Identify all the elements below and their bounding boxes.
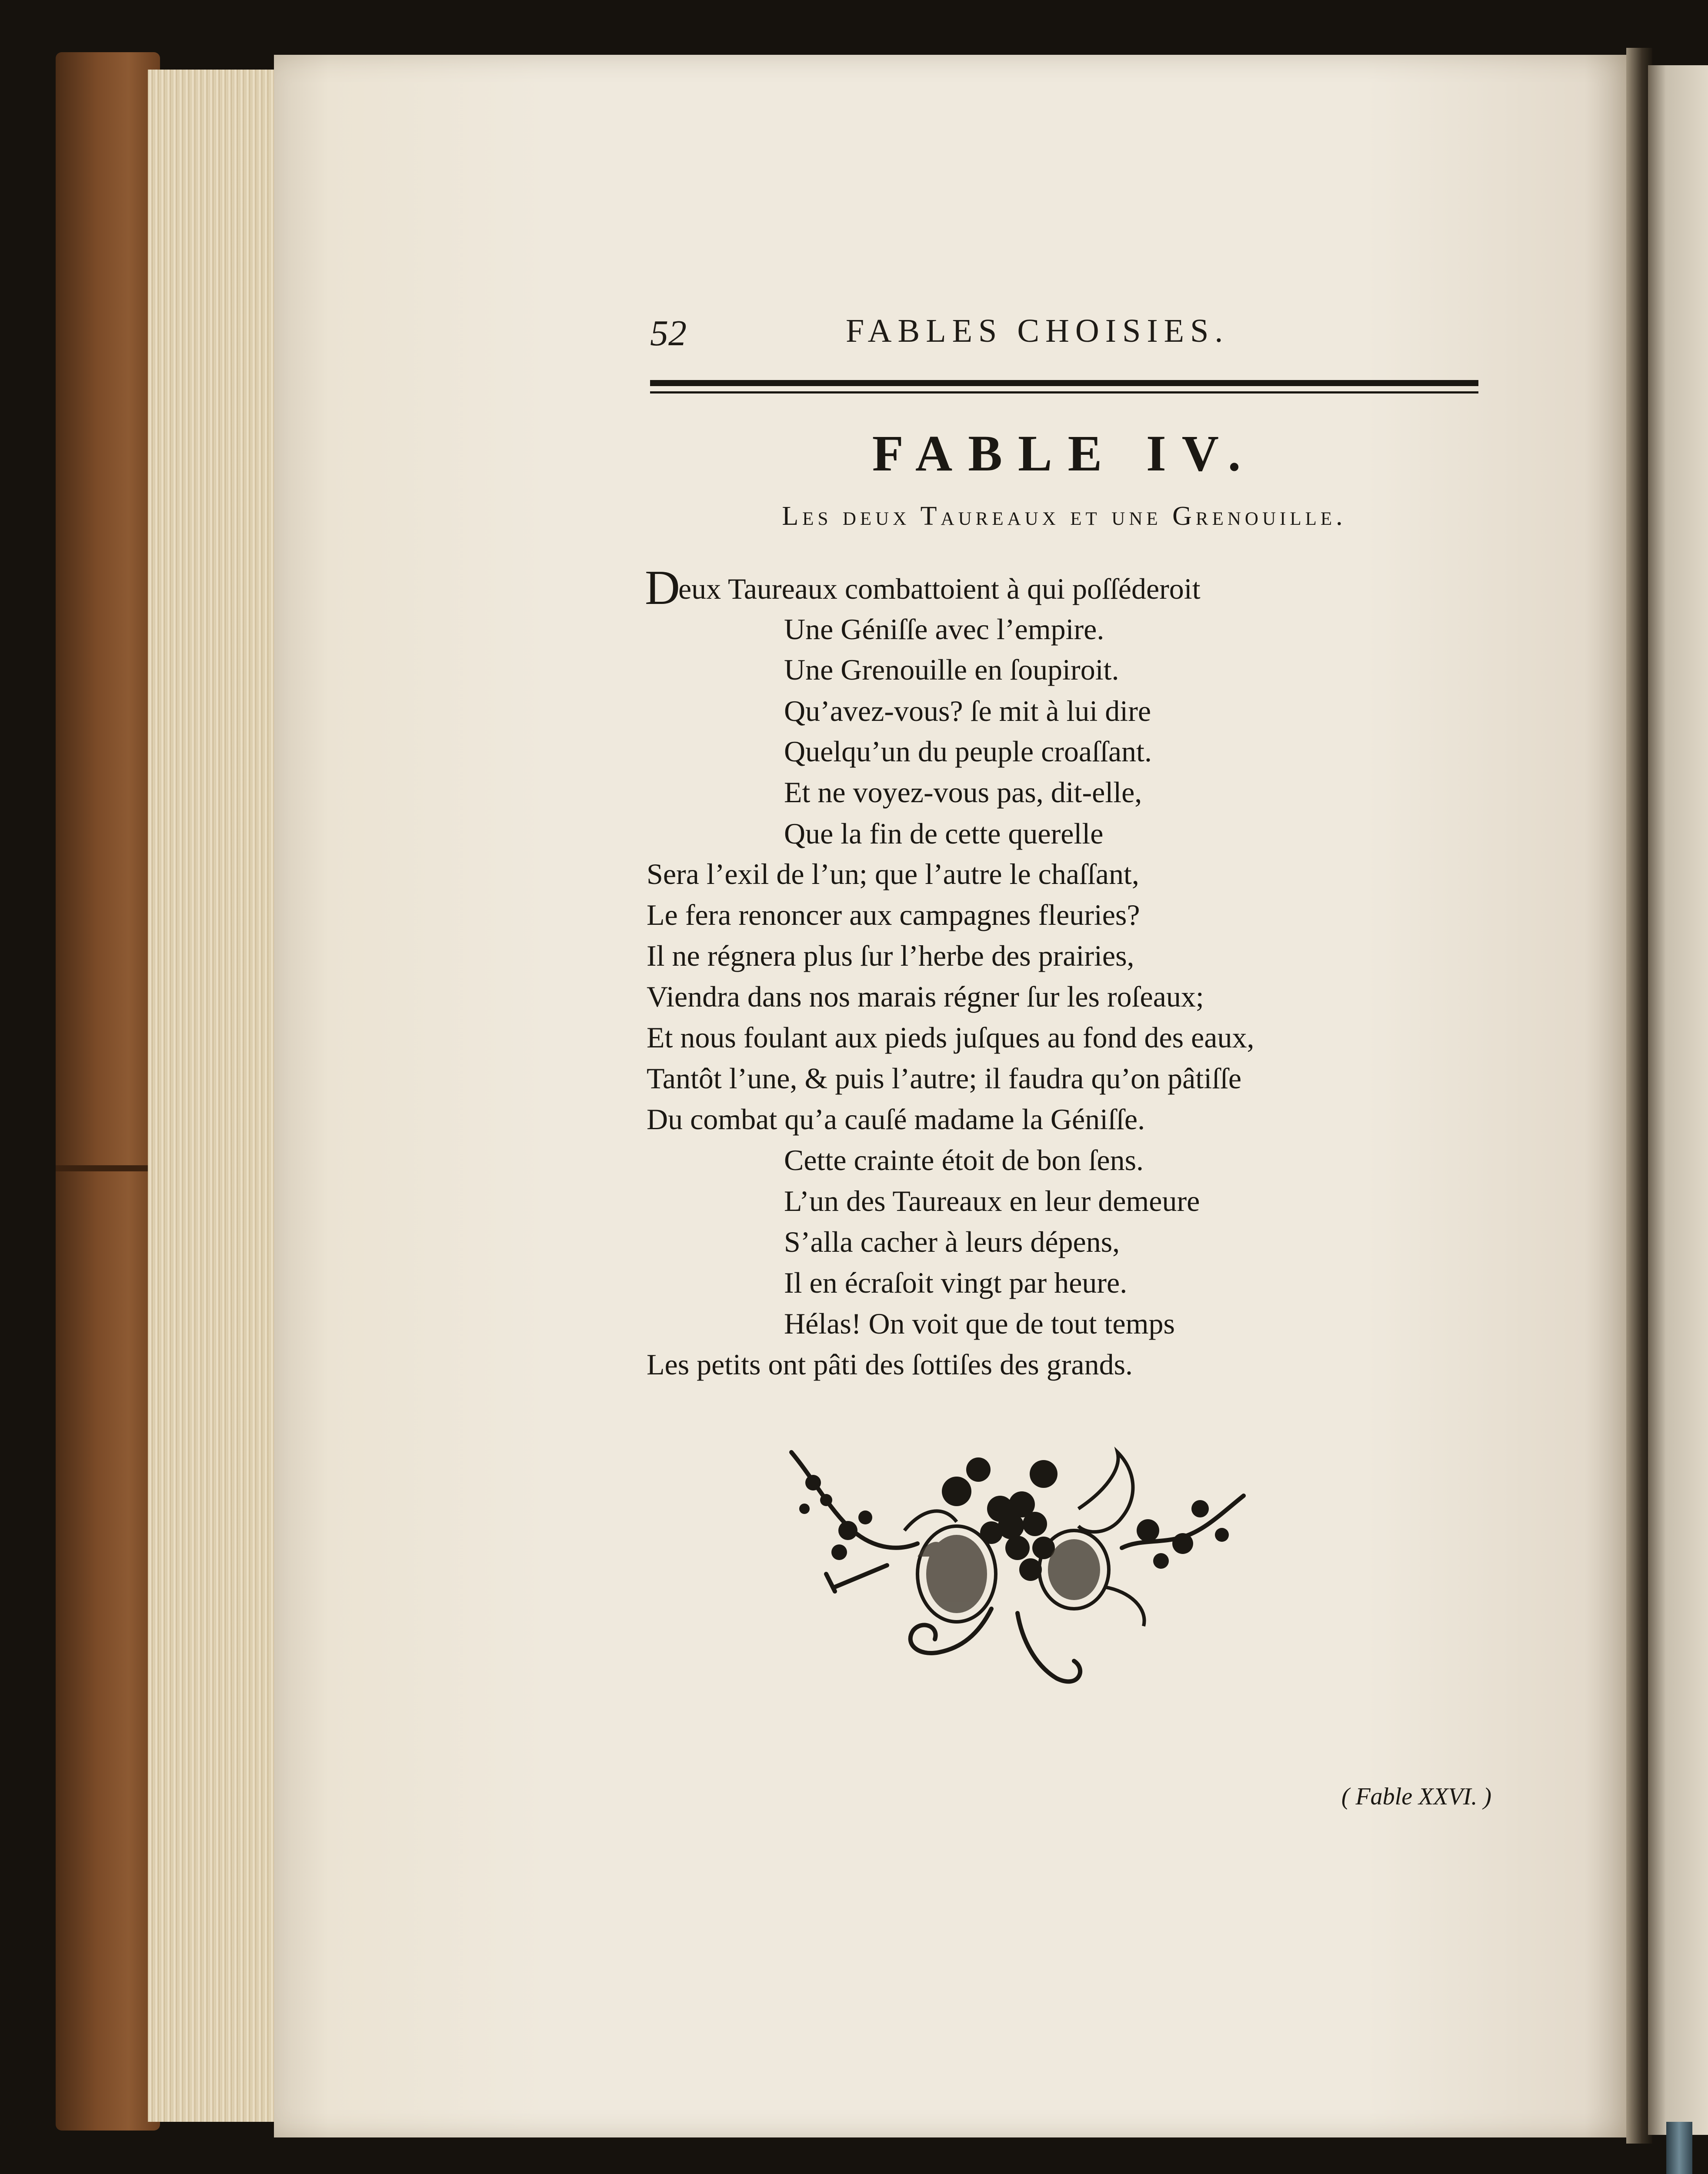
verse-line: Que la fin de cette querelle: [784, 817, 1104, 850]
fable-title: FABLE IV.: [872, 425, 1257, 482]
verse-line: Une Grenouille en ſoupiroit.: [784, 653, 1119, 686]
verse-line: Sera l’exil de l’un; que l’autre le chaſſant,: [647, 857, 1139, 890]
running-head: [650, 312, 1478, 360]
running-head-title: FABLES CHOISIES.: [846, 313, 1229, 349]
verse-line: Tantôt l’une, & puis l’autre; il faudra qu’on pâtiſſe: [647, 1062, 1242, 1095]
page-number: 52: [650, 313, 687, 353]
verse-line: Et ne voyez-vous pas, dit-elle,: [784, 776, 1142, 809]
verse-line: L’un des Taureaux en leur demeure: [784, 1184, 1200, 1217]
verse-line: Cette crainte étoit de bon ſens.: [784, 1144, 1144, 1177]
verse-line: Du combat qu’a cauſé madame la Géniſſe.: [647, 1103, 1145, 1136]
verse-line: eux Taureaux combattoient à qui poſſéderoit: [678, 572, 1201, 605]
verse-line: Les petits ont pâti des ſottiſes des grands.: [647, 1348, 1133, 1381]
fable-subtitle: Les deux Taureaux et une Grenouille.: [782, 501, 1347, 531]
catchword: ( Fable XXVI. ): [1341, 1783, 1491, 1810]
drop-initial: D: [645, 561, 680, 615]
verse-line: Quelqu’un du peuple croaſſant.: [784, 735, 1152, 768]
cover-hinge: [56, 1165, 160, 1171]
facing-page-edge: [1648, 65, 1708, 2135]
verse-line: Et nous foulant aux pieds juſques au fond des eaux,: [647, 1021, 1254, 1054]
head-rule-thin: [650, 391, 1478, 393]
floral-fruit-vignette-icon: [774, 1444, 1261, 1713]
book-page: [274, 55, 1639, 2137]
verse-line: Qu’avez-vous? ſe mit à lui dire: [784, 694, 1151, 727]
head-rule-thick: [650, 380, 1478, 386]
ribbon-bookmark: [1666, 2122, 1692, 2174]
verse-line: Viendra dans nos marais régner ſur les roſeaux;: [647, 980, 1204, 1013]
verse-line: Il en écraſoit vingt par heure.: [784, 1266, 1128, 1299]
verse-line: Hélas! On voit que de tout temps: [784, 1307, 1175, 1340]
verse-line: Une Géniſſe avec l’empire.: [784, 613, 1104, 646]
page-edges: [148, 70, 280, 2122]
verse-line: S’alla cacher à leurs dépens,: [784, 1225, 1120, 1258]
leather-cover: [56, 52, 160, 2131]
verse-line: Il ne régnera plus ſur l’herbe des prairies,: [647, 939, 1134, 972]
verse-line: Le fera renoncer aux campagnes fleuries?: [647, 898, 1140, 931]
